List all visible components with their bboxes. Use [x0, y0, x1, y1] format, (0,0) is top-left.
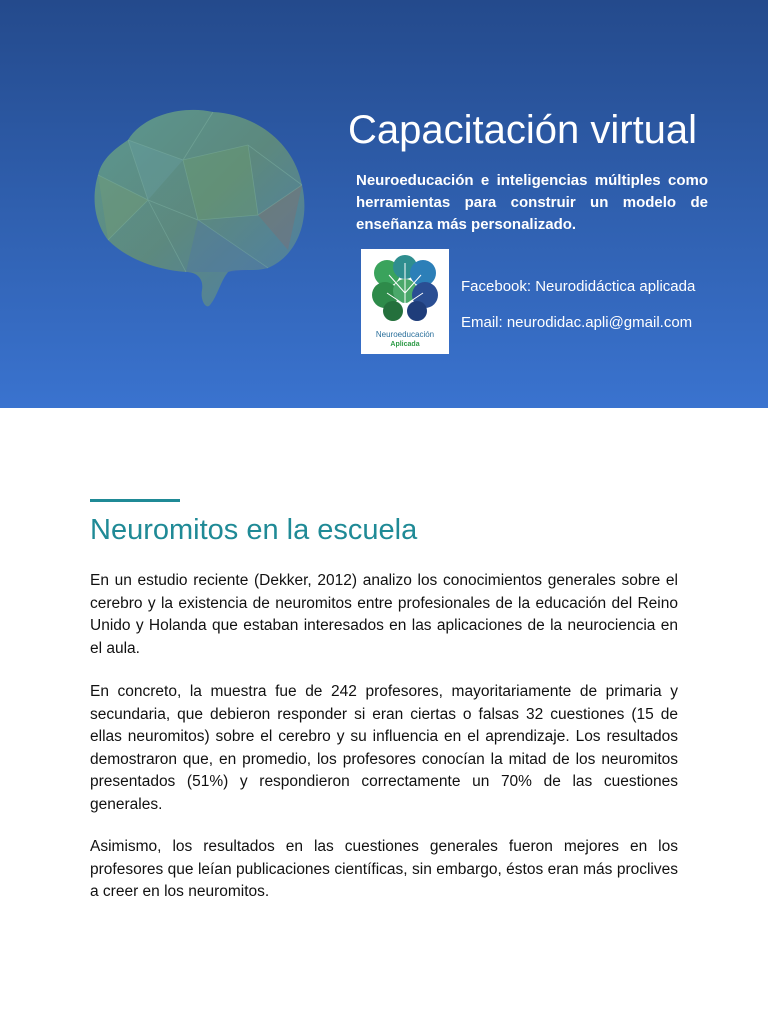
- logo-text-aplicada: Aplicada: [390, 341, 420, 348]
- email-contact: Email: neurodidac.apli@gmail.com: [461, 314, 693, 331]
- brain-tree-logo-icon: [367, 253, 443, 329]
- logo-text-neuroeducacion: Neuroeducación: [375, 330, 435, 339]
- facebook-contact: Facebook: Neurodidáctica aplicada: [461, 278, 696, 295]
- paragraph-2: En concreto, la muestra fue de 242 profesores, mayoritariamente de primaria y secundaria, que debieron responder si eran ciertas o falsas 32 cuestiones (15 de ellas neuromitos) sobre el cerebro y su influencia en el aprendizaje. Los resultados demostraron que, en promedio, los profesores conocían la mitad de los neuromitos presentados (51%) y respondieron correctamente un 70% de las cuestiones generales.: [90, 683, 678, 813]
- section-accent-line: [90, 499, 180, 502]
- page-subtitle: Neuroeducación e inteligencias múltiples como herramientas para construir un modelo de enseñanza más personalizado.: [356, 172, 708, 233]
- header-banner: [0, 0, 768, 408]
- brain-icon: [88, 100, 314, 312]
- paragraph-1: En un estudio reciente (Dekker, 2012) analizo los conocimientos generales sobre el cerebro y la existencia de neuromitos entre profesionales de la educación del Reino Unido y Holanda que estaban interesados en las aplicaciones de la neurociencia en el aula.: [90, 572, 678, 657]
- section-title: Neuromitos en la escuela: [90, 514, 418, 546]
- paragraph-3: Asimismo, los resultados en las cuestiones generales fueron mejores en los profesores que leían publicaciones científicas, sin embargo, éstos eran más proclives a creer en los neuromitos.: [90, 838, 678, 900]
- neuroeducacion-logo: [361, 249, 449, 354]
- page-title: Capacitación virtual: [348, 108, 698, 152]
